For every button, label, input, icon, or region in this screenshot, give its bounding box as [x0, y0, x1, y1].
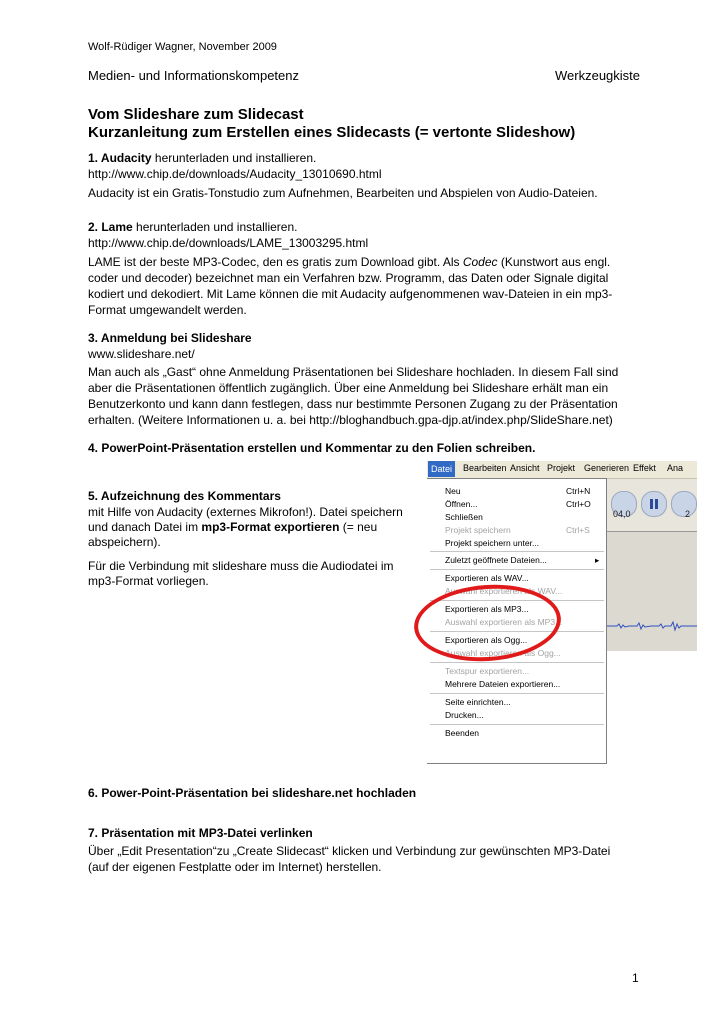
- menu-projekt[interactable]: Projekt: [547, 463, 576, 473]
- shortcut-oeffnen: Ctrl+O: [566, 499, 591, 509]
- timeline-right: 2: [685, 509, 691, 519]
- section-5-line-3: abspeichern).: [88, 535, 161, 549]
- codec-term: Codec: [462, 255, 498, 269]
- pause-button[interactable]: [641, 491, 667, 517]
- mp3-export-emphasis: mp3-Format exportieren: [201, 520, 340, 534]
- page-number: 1: [632, 971, 639, 985]
- section-3-line-3: Benutzerkonto und kann dann festlegen, dass nur bestimmte Personen Zugang zu der Präsentation: [88, 397, 618, 411]
- menu-bearbeiten[interactable]: Bearbeiten: [463, 463, 507, 473]
- submenu-arrow-icon: ▸: [595, 555, 600, 565]
- header-left-title: Medien- und Informationskompetenz: [88, 68, 300, 83]
- menu-item-textspur-export: Textspur exportieren...: [445, 666, 530, 676]
- menu-generieren[interactable]: Generieren: [584, 463, 630, 473]
- section-2-heading-bold: 2. Lame: [88, 220, 133, 234]
- section-3-line-2: aber die Präsentationen öffentlich zugänglich. Über eine Anmeldung bei Slideshare erhält man ein: [88, 381, 609, 395]
- section-4-heading: 4. PowerPoint-Präsentation erstellen und Kommentar zu den Folien schreiben.: [88, 441, 536, 455]
- section-1-heading-rest: herunterladen und installieren.: [151, 151, 317, 165]
- menu-item-schliessen[interactable]: Schließen: [445, 512, 483, 522]
- section-3-heading: 3. Anmeldung bei Slideshare: [88, 331, 252, 345]
- section-1-url: http://www.chip.de/downloads/Audacity_13010690.html: [88, 167, 382, 181]
- section-5-heading: 5. Aufzeichnung des Kommentars: [88, 489, 281, 503]
- section-2-line-1: [88, 254, 610, 270]
- menu-item-auswahl-export-mp3: Auswahl exportieren als MP3...: [445, 617, 563, 627]
- menu-item-projekt-speichern: Projekt speichern: [445, 525, 511, 535]
- menu-separator: [430, 551, 604, 552]
- section-6-heading: 6. Power-Point-Präsentation bei slideshare.net hochladen: [88, 786, 417, 800]
- section-5-note-1: Für die Verbindung mit slideshare muss die Audiodatei im: [88, 559, 394, 573]
- section-2-url: http://www.chip.de/downloads/LAME_13003295.html: [88, 236, 369, 250]
- section-7-line-2: (auf der eigenen Festplatte oder im Internet) herstellen.: [88, 860, 382, 874]
- section-5-line-2-a: und danach Datei im: [88, 520, 202, 534]
- menu-item-drucken[interactable]: Drucken...: [445, 710, 484, 720]
- section-7-heading: 7. Präsentation mit MP3-Datei verlinken: [88, 826, 313, 840]
- section-2-line-3: kodiert und dekodiert. Mit Lame können die mit Audacity aufgenommenen wav-Dateien in ein mp3-: [88, 287, 613, 301]
- menu-item-auswahl-export-wav: Auswahl exportieren als WAV...: [445, 586, 563, 596]
- menu-separator: [430, 569, 604, 570]
- menu-item-export-mp3[interactable]: Exportieren als MP3...: [445, 604, 529, 614]
- empty-track-area: [607, 651, 697, 764]
- menu-item-auswahl-export-ogg: Auswahl exportieren als Ogg...: [445, 648, 561, 658]
- section-2-text-a: LAME ist der beste MP3-Codec, den es gratis zum Download gibt. Als: [88, 255, 463, 269]
- section-1-heading-bold: 1. Audacity: [88, 151, 152, 165]
- menu-separator: [430, 662, 604, 663]
- menu-separator: [430, 693, 604, 694]
- title-line-1: Vom Slideshare zum Slidecast: [88, 106, 304, 123]
- shortcut-neu: Ctrl+N: [566, 486, 591, 496]
- section-1-heading: [88, 150, 316, 166]
- menu-analyse[interactable]: Ana: [667, 463, 684, 473]
- menu-effekt[interactable]: Effekt: [633, 463, 656, 473]
- section-2-text-b: (Kunstwort aus engl.: [497, 255, 611, 269]
- menu-item-export-wav[interactable]: Exportieren als WAV...: [445, 573, 529, 583]
- menu-ansicht[interactable]: Ansicht: [510, 463, 540, 473]
- section-5-line-2: [88, 519, 377, 535]
- section-3-line-4: erhalten. (Weitere Informationen u. a. bei http://bloghandbuch.gpa-djp.at/index.php/SlideShare.net): [88, 413, 613, 427]
- menu-item-oeffnen[interactable]: Öffnen...: [445, 499, 478, 509]
- section-3-url: www.slideshare.net/: [88, 347, 195, 361]
- section-7-line-1: Über „Edit Presentation“zu „Create Slidecast“ klicken und Verbindung zur gewünschten MP3-Datei: [88, 844, 611, 858]
- section-5-note-2: mp3-Format vorliegen.: [88, 574, 209, 588]
- menu-item-beenden[interactable]: Beenden: [445, 728, 480, 738]
- menu-item-zuletzt-geoeffnet[interactable]: Zuletzt geöffnete Dateien...: [445, 555, 547, 565]
- header-right-title: Werkzeugkiste: [555, 68, 641, 83]
- section-5-line-1: mit Hilfe von Audacity (externes Mikrofon!). Datei speichern: [88, 505, 403, 519]
- section-5-line-2-b: (= neu: [339, 520, 378, 534]
- section-2-heading-rest: herunterladen und installieren.: [132, 220, 298, 234]
- menu-separator: [430, 724, 604, 725]
- section-3-line-1: Man auch als „Gast“ ohne Anmeldung Präsentationen bei Slideshare hochladen. In diesem Fall sind: [88, 365, 619, 379]
- section-1-text: Audacity ist ein Gratis-Tonstudio zum Aufnehmen, Bearbeiten und Abspielen von Audio-Dateien.: [88, 186, 598, 200]
- menubar: [427, 461, 697, 479]
- pause-icon: [642, 492, 666, 516]
- menu-datei[interactable]: Datei: [428, 461, 455, 477]
- section-2-line-2: coder und decoder) bezeichnet man ein Verfahren bzw. Programm, das Daten oder Signale digital: [88, 271, 609, 285]
- waveform: [607, 616, 697, 636]
- shortcut-projekt-speichern: Ctrl+S: [566, 525, 590, 535]
- author-line: Wolf-Rüdiger Wagner, November 2009: [88, 41, 277, 53]
- section-2-heading: [88, 219, 297, 235]
- menu-item-neu[interactable]: Neu: [445, 486, 461, 496]
- menu-item-export-ogg[interactable]: Exportieren als Ogg...: [445, 635, 528, 645]
- section-2-line-4: Format umgewandelt werden.: [88, 303, 247, 317]
- timeline-value: 04,0: [613, 509, 631, 519]
- play-button[interactable]: [671, 491, 697, 517]
- menu-item-mehrere-dateien-export[interactable]: Mehrere Dateien exportieren...: [445, 679, 561, 689]
- menu-item-projekt-speichern-unter[interactable]: Projekt speichern unter...: [445, 538, 540, 548]
- menu-item-seite-einrichten[interactable]: Seite einrichten...: [445, 697, 511, 707]
- title-line-2: Kurzanleitung zum Erstellen eines Slidecasts (= vertonte Slideshow): [88, 124, 576, 141]
